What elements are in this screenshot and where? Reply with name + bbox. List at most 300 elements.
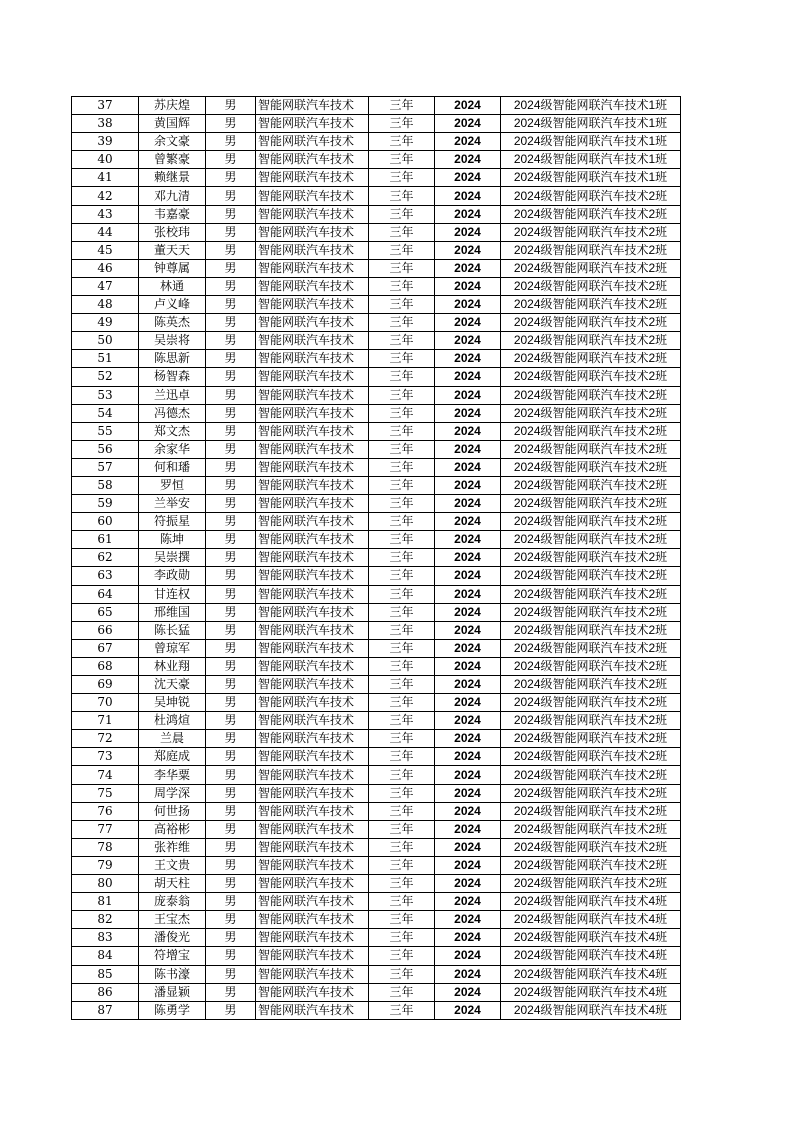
duration-cell: 三年 [369, 277, 435, 295]
major-cell: 智能网联汽车技术 [256, 585, 369, 603]
gender-cell: 男 [206, 314, 256, 332]
table-row [72, 115, 681, 133]
class-name-cell: 2024级智能网联汽车技术2班 [501, 730, 681, 748]
class-name-cell: 2024级智能网联汽车技术2班 [501, 495, 681, 513]
row-number-cell: 78 [72, 838, 139, 856]
row-number-cell: 77 [72, 820, 139, 838]
row-number-cell: 84 [72, 947, 139, 965]
table-row [72, 766, 681, 784]
major-cell: 智能网联汽车技术 [256, 694, 369, 712]
gender-cell: 男 [206, 603, 256, 621]
row-number-cell: 64 [72, 585, 139, 603]
class-name-cell: 2024级智能网联汽车技术2班 [501, 549, 681, 567]
class-name-cell: 2024级智能网联汽车技术2班 [501, 531, 681, 549]
duration-cell: 三年 [369, 856, 435, 874]
student-name-cell: 何和璠 [139, 458, 206, 476]
gender-cell: 男 [206, 567, 256, 585]
major-cell: 智能网联汽车技术 [256, 277, 369, 295]
student-name-cell: 余家华 [139, 440, 206, 458]
duration-cell: 三年 [369, 838, 435, 856]
row-number-cell: 87 [72, 1001, 139, 1019]
row-number-cell: 46 [72, 259, 139, 277]
class-name-cell: 2024级智能网联汽车技术2班 [501, 314, 681, 332]
duration-cell: 三年 [369, 748, 435, 766]
table-row [72, 368, 681, 386]
class-name-cell: 2024级智能网联汽车技术2班 [501, 784, 681, 802]
class-name-cell: 2024级智能网联汽车技术2班 [501, 368, 681, 386]
class-name-cell: 2024级智能网联汽车技术2班 [501, 458, 681, 476]
duration-cell: 三年 [369, 766, 435, 784]
table-row [72, 404, 681, 422]
student-name-cell: 卢义峰 [139, 296, 206, 314]
table-row [72, 223, 681, 241]
duration-cell: 三年 [369, 657, 435, 675]
table-row [72, 386, 681, 404]
major-cell: 智能网联汽车技术 [256, 784, 369, 802]
duration-cell: 三年 [369, 983, 435, 1001]
duration-cell: 三年 [369, 694, 435, 712]
class-name-cell: 2024级智能网联汽车技术2班 [501, 386, 681, 404]
duration-cell: 三年 [369, 820, 435, 838]
gender-cell: 男 [206, 712, 256, 730]
enrollment-year-cell: 2024 [435, 875, 501, 893]
major-cell: 智能网联汽车技术 [256, 802, 369, 820]
class-name-cell: 2024级智能网联汽车技术2班 [501, 404, 681, 422]
student-name-cell: 郑庭成 [139, 748, 206, 766]
row-number-cell: 39 [72, 133, 139, 151]
class-name-cell: 2024级智能网联汽车技术1班 [501, 97, 681, 115]
major-cell: 智能网联汽车技术 [256, 296, 369, 314]
row-number-cell: 69 [72, 676, 139, 694]
major-cell: 智能网联汽车技术 [256, 929, 369, 947]
enrollment-year-cell: 2024 [435, 983, 501, 1001]
major-cell: 智能网联汽车技术 [256, 404, 369, 422]
duration-cell: 三年 [369, 259, 435, 277]
row-number-cell: 83 [72, 929, 139, 947]
gender-cell: 男 [206, 838, 256, 856]
duration-cell: 三年 [369, 296, 435, 314]
row-number-cell: 59 [72, 495, 139, 513]
row-number-cell: 79 [72, 856, 139, 874]
major-cell: 智能网联汽车技术 [256, 676, 369, 694]
student-name-cell: 黄国辉 [139, 115, 206, 133]
major-cell: 智能网联汽车技术 [256, 458, 369, 476]
row-number-cell: 61 [72, 531, 139, 549]
student-name-cell: 陈书濠 [139, 965, 206, 983]
gender-cell: 男 [206, 585, 256, 603]
table-row [72, 820, 681, 838]
duration-cell: 三年 [369, 476, 435, 494]
duration-cell: 三年 [369, 422, 435, 440]
table-row [72, 350, 681, 368]
major-cell: 智能网联汽车技术 [256, 151, 369, 169]
student-name-cell: 陈思新 [139, 350, 206, 368]
gender-cell: 男 [206, 531, 256, 549]
enrollment-year-cell: 2024 [435, 766, 501, 784]
row-number-cell: 74 [72, 766, 139, 784]
enrollment-year-cell: 2024 [435, 495, 501, 513]
duration-cell: 三年 [369, 712, 435, 730]
gender-cell: 男 [206, 549, 256, 567]
major-cell: 智能网联汽车技术 [256, 748, 369, 766]
table-row [72, 259, 681, 277]
gender-cell: 男 [206, 187, 256, 205]
row-number-cell: 70 [72, 694, 139, 712]
student-name-cell: 甘连权 [139, 585, 206, 603]
class-name-cell: 2024级智能网联汽车技术1班 [501, 151, 681, 169]
row-number-cell: 43 [72, 205, 139, 223]
row-number-cell: 48 [72, 296, 139, 314]
table-row [72, 133, 681, 151]
table-row [72, 314, 681, 332]
student-name-cell: 王文贵 [139, 856, 206, 874]
table-row [72, 694, 681, 712]
duration-cell: 三年 [369, 133, 435, 151]
class-name-cell: 2024级智能网联汽车技术4班 [501, 965, 681, 983]
table-row [72, 748, 681, 766]
duration-cell: 三年 [369, 965, 435, 983]
student-name-cell: 陈英杰 [139, 314, 206, 332]
enrollment-year-cell: 2024 [435, 893, 501, 911]
class-name-cell: 2024级智能网联汽车技术2班 [501, 856, 681, 874]
major-cell: 智能网联汽车技术 [256, 241, 369, 259]
student-name-cell: 潘俊光 [139, 929, 206, 947]
gender-cell: 男 [206, 368, 256, 386]
major-cell: 智能网联汽车技术 [256, 440, 369, 458]
enrollment-year-cell: 2024 [435, 820, 501, 838]
table-row [72, 513, 681, 531]
student-name-cell: 何世扬 [139, 802, 206, 820]
duration-cell: 三年 [369, 458, 435, 476]
table-row [72, 947, 681, 965]
gender-cell: 男 [206, 802, 256, 820]
class-name-cell: 2024级智能网联汽车技术2班 [501, 205, 681, 223]
row-number-cell: 86 [72, 983, 139, 1001]
row-number-cell: 47 [72, 277, 139, 295]
row-number-cell: 50 [72, 332, 139, 350]
major-cell: 智能网联汽车技术 [256, 1001, 369, 1019]
enrollment-year-cell: 2024 [435, 965, 501, 983]
enrollment-year-cell: 2024 [435, 223, 501, 241]
gender-cell: 男 [206, 115, 256, 133]
row-number-cell: 60 [72, 513, 139, 531]
duration-cell: 三年 [369, 241, 435, 259]
duration-cell: 三年 [369, 115, 435, 133]
duration-cell: 三年 [369, 549, 435, 567]
duration-cell: 三年 [369, 567, 435, 585]
student-name-cell: 陈勇学 [139, 1001, 206, 1019]
duration-cell: 三年 [369, 513, 435, 531]
student-name-cell: 曾繁豪 [139, 151, 206, 169]
enrollment-year-cell: 2024 [435, 151, 501, 169]
gender-cell: 男 [206, 766, 256, 784]
table-row [72, 277, 681, 295]
row-number-cell: 71 [72, 712, 139, 730]
row-number-cell: 56 [72, 440, 139, 458]
student-name-cell: 余文豪 [139, 133, 206, 151]
gender-cell: 男 [206, 621, 256, 639]
student-name-cell: 周学深 [139, 784, 206, 802]
student-name-cell: 张校玮 [139, 223, 206, 241]
table-row [72, 187, 681, 205]
student-name-cell: 杨智森 [139, 368, 206, 386]
major-cell: 智能网联汽车技术 [256, 368, 369, 386]
duration-cell: 三年 [369, 1001, 435, 1019]
class-name-cell: 2024级智能网联汽车技术4班 [501, 947, 681, 965]
duration-cell: 三年 [369, 784, 435, 802]
table-body [72, 97, 681, 1020]
row-number-cell: 58 [72, 476, 139, 494]
major-cell: 智能网联汽车技术 [256, 476, 369, 494]
table-row [72, 1001, 681, 1019]
student-name-cell: 杜鸿煊 [139, 712, 206, 730]
major-cell: 智能网联汽车技术 [256, 965, 369, 983]
enrollment-year-cell: 2024 [435, 115, 501, 133]
student-name-cell: 赖继景 [139, 169, 206, 187]
gender-cell: 男 [206, 350, 256, 368]
gender-cell: 男 [206, 947, 256, 965]
student-name-cell: 李政勋 [139, 567, 206, 585]
duration-cell: 三年 [369, 947, 435, 965]
row-number-cell: 37 [72, 97, 139, 115]
class-name-cell: 2024级智能网联汽车技术2班 [501, 259, 681, 277]
table-row [72, 567, 681, 585]
gender-cell: 男 [206, 694, 256, 712]
duration-cell: 三年 [369, 205, 435, 223]
row-number-cell: 65 [72, 603, 139, 621]
enrollment-year-cell: 2024 [435, 802, 501, 820]
student-name-cell: 吴崇撰 [139, 549, 206, 567]
row-number-cell: 80 [72, 875, 139, 893]
table-row [72, 965, 681, 983]
major-cell: 智能网联汽车技术 [256, 621, 369, 639]
class-name-cell: 2024级智能网联汽车技术2班 [501, 350, 681, 368]
class-name-cell: 2024级智能网联汽车技术2班 [501, 820, 681, 838]
major-cell: 智能网联汽车技术 [256, 893, 369, 911]
gender-cell: 男 [206, 133, 256, 151]
gender-cell: 男 [206, 893, 256, 911]
row-number-cell: 53 [72, 386, 139, 404]
gender-cell: 男 [206, 97, 256, 115]
enrollment-year-cell: 2024 [435, 567, 501, 585]
class-name-cell: 2024级智能网联汽车技术2班 [501, 241, 681, 259]
row-number-cell: 40 [72, 151, 139, 169]
student-name-cell: 陈坤 [139, 531, 206, 549]
student-name-cell: 潘显颖 [139, 983, 206, 1001]
major-cell: 智能网联汽车技术 [256, 495, 369, 513]
gender-cell: 男 [206, 513, 256, 531]
gender-cell: 男 [206, 241, 256, 259]
enrollment-year-cell: 2024 [435, 676, 501, 694]
duration-cell: 三年 [369, 440, 435, 458]
student-name-cell: 邓九清 [139, 187, 206, 205]
gender-cell: 男 [206, 259, 256, 277]
major-cell: 智能网联汽车技术 [256, 97, 369, 115]
class-name-cell: 2024级智能网联汽车技术4班 [501, 911, 681, 929]
table-row [72, 585, 681, 603]
student-name-cell: 曾琼军 [139, 639, 206, 657]
duration-cell: 三年 [369, 404, 435, 422]
class-name-cell: 2024级智能网联汽车技术2班 [501, 639, 681, 657]
table-row [72, 476, 681, 494]
student-name-cell: 罗恒 [139, 476, 206, 494]
table-row [72, 911, 681, 929]
row-number-cell: 73 [72, 748, 139, 766]
gender-cell: 男 [206, 639, 256, 657]
enrollment-year-cell: 2024 [435, 730, 501, 748]
duration-cell: 三年 [369, 495, 435, 513]
major-cell: 智能网联汽车技术 [256, 259, 369, 277]
class-name-cell: 2024级智能网联汽车技术2班 [501, 332, 681, 350]
duration-cell: 三年 [369, 730, 435, 748]
table-row [72, 875, 681, 893]
class-name-cell: 2024级智能网联汽车技术2班 [501, 603, 681, 621]
gender-cell: 男 [206, 911, 256, 929]
class-name-cell: 2024级智能网联汽车技术4班 [501, 929, 681, 947]
enrollment-year-cell: 2024 [435, 187, 501, 205]
enrollment-year-cell: 2024 [435, 748, 501, 766]
enrollment-year-cell: 2024 [435, 277, 501, 295]
enrollment-year-cell: 2024 [435, 422, 501, 440]
row-number-cell: 54 [72, 404, 139, 422]
student-name-cell: 兰举安 [139, 495, 206, 513]
table-row [72, 639, 681, 657]
class-name-cell: 2024级智能网联汽车技术2班 [501, 476, 681, 494]
table-row [72, 802, 681, 820]
class-name-cell: 2024级智能网联汽车技术4班 [501, 1001, 681, 1019]
table-row [72, 531, 681, 549]
enrollment-year-cell: 2024 [435, 440, 501, 458]
duration-cell: 三年 [369, 531, 435, 549]
major-cell: 智能网联汽车技术 [256, 169, 369, 187]
major-cell: 智能网联汽车技术 [256, 386, 369, 404]
row-number-cell: 38 [72, 115, 139, 133]
table-row [72, 676, 681, 694]
duration-cell: 三年 [369, 314, 435, 332]
major-cell: 智能网联汽车技术 [256, 115, 369, 133]
major-cell: 智能网联汽车技术 [256, 712, 369, 730]
class-name-cell: 2024级智能网联汽车技术2班 [501, 875, 681, 893]
class-name-cell: 2024级智能网联汽车技术2班 [501, 694, 681, 712]
major-cell: 智能网联汽车技术 [256, 766, 369, 784]
student-name-cell: 符增宝 [139, 947, 206, 965]
student-name-cell: 沈天豪 [139, 676, 206, 694]
gender-cell: 男 [206, 730, 256, 748]
enrollment-year-cell: 2024 [435, 694, 501, 712]
class-name-cell: 2024级智能网联汽车技术2班 [501, 802, 681, 820]
table-row [72, 422, 681, 440]
duration-cell: 三年 [369, 875, 435, 893]
student-name-cell: 庞泰翁 [139, 893, 206, 911]
major-cell: 智能网联汽车技术 [256, 205, 369, 223]
gender-cell: 男 [206, 676, 256, 694]
student-name-cell: 林业翔 [139, 657, 206, 675]
enrollment-year-cell: 2024 [435, 386, 501, 404]
major-cell: 智能网联汽车技术 [256, 513, 369, 531]
row-number-cell: 67 [72, 639, 139, 657]
duration-cell: 三年 [369, 386, 435, 404]
major-cell: 智能网联汽车技术 [256, 603, 369, 621]
major-cell: 智能网联汽车技术 [256, 332, 369, 350]
class-name-cell: 2024级智能网联汽车技术1班 [501, 169, 681, 187]
major-cell: 智能网联汽车技术 [256, 730, 369, 748]
enrollment-year-cell: 2024 [435, 549, 501, 567]
row-number-cell: 72 [72, 730, 139, 748]
major-cell: 智能网联汽车技术 [256, 657, 369, 675]
major-cell: 智能网联汽车技术 [256, 350, 369, 368]
major-cell: 智能网联汽车技术 [256, 422, 369, 440]
table-row [72, 97, 681, 115]
duration-cell: 三年 [369, 929, 435, 947]
enrollment-year-cell: 2024 [435, 657, 501, 675]
major-cell: 智能网联汽车技术 [256, 983, 369, 1001]
duration-cell: 三年 [369, 893, 435, 911]
student-name-cell: 董天天 [139, 241, 206, 259]
student-name-cell: 邢维国 [139, 603, 206, 621]
row-number-cell: 66 [72, 621, 139, 639]
student-name-cell: 兰迅卓 [139, 386, 206, 404]
row-number-cell: 55 [72, 422, 139, 440]
gender-cell: 男 [206, 748, 256, 766]
student-name-cell: 吴坤锐 [139, 694, 206, 712]
enrollment-year-cell: 2024 [435, 350, 501, 368]
duration-cell: 三年 [369, 676, 435, 694]
enrollment-year-cell: 2024 [435, 911, 501, 929]
enrollment-year-cell: 2024 [435, 241, 501, 259]
gender-cell: 男 [206, 440, 256, 458]
major-cell: 智能网联汽车技术 [256, 820, 369, 838]
gender-cell: 男 [206, 476, 256, 494]
duration-cell: 三年 [369, 169, 435, 187]
student-name-cell: 兰晨 [139, 730, 206, 748]
class-name-cell: 2024级智能网联汽车技术4班 [501, 893, 681, 911]
major-cell: 智能网联汽车技术 [256, 314, 369, 332]
enrollment-year-cell: 2024 [435, 947, 501, 965]
gender-cell: 男 [206, 458, 256, 476]
table-row [72, 983, 681, 1001]
major-cell: 智能网联汽车技术 [256, 133, 369, 151]
gender-cell: 男 [206, 820, 256, 838]
class-name-cell: 2024级智能网联汽车技术2班 [501, 296, 681, 314]
gender-cell: 男 [206, 784, 256, 802]
gender-cell: 男 [206, 983, 256, 1001]
class-name-cell: 2024级智能网联汽车技术2班 [501, 422, 681, 440]
major-cell: 智能网联汽车技术 [256, 911, 369, 929]
table-row [72, 205, 681, 223]
enrollment-year-cell: 2024 [435, 314, 501, 332]
class-name-cell: 2024级智能网联汽车技术2班 [501, 223, 681, 241]
student-name-cell: 林通 [139, 277, 206, 295]
table-row [72, 838, 681, 856]
duration-cell: 三年 [369, 621, 435, 639]
duration-cell: 三年 [369, 585, 435, 603]
class-name-cell: 2024级智能网联汽车技术2班 [501, 838, 681, 856]
major-cell: 智能网联汽车技术 [256, 856, 369, 874]
row-number-cell: 76 [72, 802, 139, 820]
gender-cell: 男 [206, 332, 256, 350]
table-row [72, 730, 681, 748]
gender-cell: 男 [206, 1001, 256, 1019]
class-name-cell: 2024级智能网联汽车技术2班 [501, 748, 681, 766]
row-number-cell: 75 [72, 784, 139, 802]
duration-cell: 三年 [369, 603, 435, 621]
table-row [72, 657, 681, 675]
table-row [72, 332, 681, 350]
enrollment-year-cell: 2024 [435, 133, 501, 151]
student-roster-table [71, 96, 681, 1020]
gender-cell: 男 [206, 929, 256, 947]
major-cell: 智能网联汽车技术 [256, 187, 369, 205]
